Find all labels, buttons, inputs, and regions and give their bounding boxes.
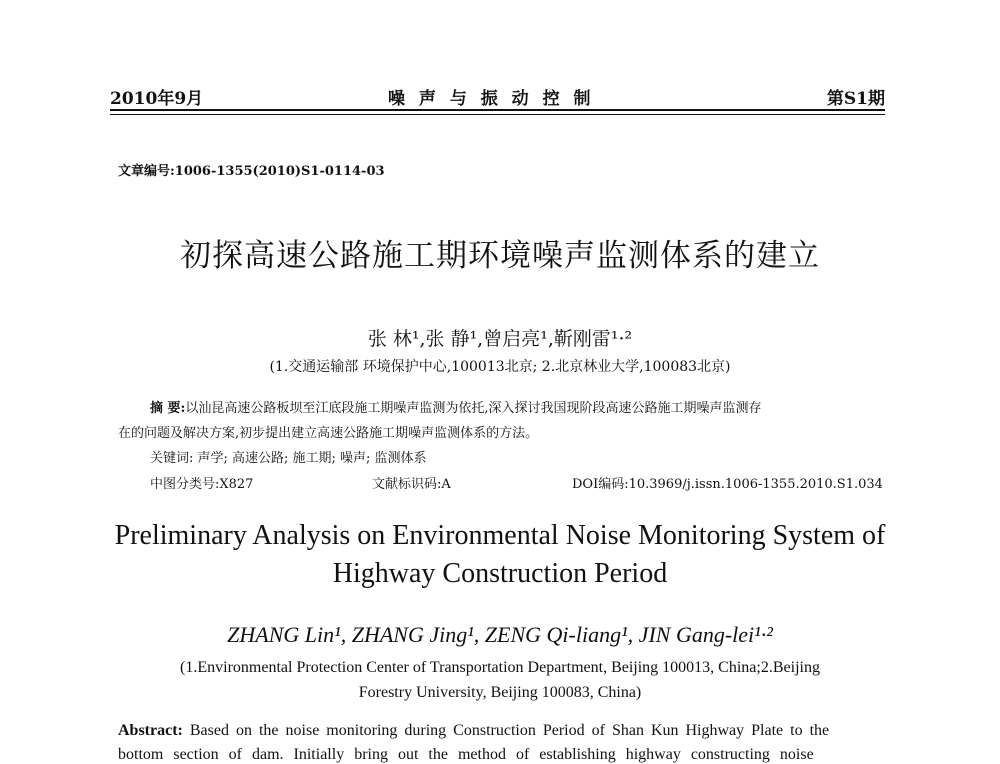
header-rule-thin [110, 114, 885, 115]
abstract-chinese-line1 [150, 397, 761, 416]
abstract-chinese-line2: 在的问题及解决方案,初步提出建立高速公路施工期噪声监测体系的方法。 [118, 426, 539, 441]
affiliation-english-line2: Forestry University, Beijing 100083, China) [358, 684, 642, 701]
affiliation-english-line1: (1.Environmental Protection Center of Transportation Department, Beijing 100013, China;2.Beijing [180, 659, 820, 676]
authors-english: ZHANG Lin¹, ZHANG Jing¹, ZENG Qi-liang¹, JIN Gang-lei¹·² [227, 622, 773, 647]
doi-code: DOI编码:10.3969/j.issn.1006-1355.2010.S1.034 [572, 477, 883, 492]
abstract-english-label: Abstract: [118, 722, 183, 739]
journal-name: 噪 声 与 振 动 控 制 [388, 89, 595, 109]
header-date: 2010年9月 [110, 89, 204, 109]
title-english-line1: Preliminary Analysis on Environmental Noise Monitoring System of [114, 520, 886, 551]
abstract-chinese-label: 摘 要: [150, 401, 186, 416]
authors-chinese: 张 林¹,张 静¹,曾启亮¹,靳刚雷¹·² [367, 328, 633, 350]
document-code: 文献标识码:A [372, 477, 451, 492]
abstract-chinese-text1: 以汕昆高速公路板坝至江底段施工期噪声监测为依托,深入探讨我国现阶段高速公路施工期噪声监测存 [185, 401, 762, 416]
abstract-english-text1: Based on the noise monitoring during Construction Period of Shan Kun Highway Plate to the [189, 722, 830, 739]
article-number: 文章编号:1006-1355(2010)S1-0114-03 [118, 164, 385, 179]
header-rule-thick [110, 109, 885, 111]
affiliation-chinese: (1.交通运输部 环境保护中心,100013北京; 2.北京林业大学,100083北京) [269, 359, 731, 375]
title-chinese: 初探高速公路施工期环境噪声监测体系的建立 [180, 238, 820, 274]
issue-number: 第S1期 [826, 89, 885, 109]
clc-number: 中图分类号:X827 [150, 477, 254, 492]
abstract-english-line2: bottom section of dam. Initially bring out the method of establishing highway constructing noise [118, 746, 814, 763]
keywords-chinese: 关键词: 声学; 高速公路; 施工期; 噪声; 监测体系 [150, 451, 427, 466]
title-english-line2: Highway Construction Period [332, 558, 668, 589]
abstract-english-line1 [118, 722, 829, 740]
